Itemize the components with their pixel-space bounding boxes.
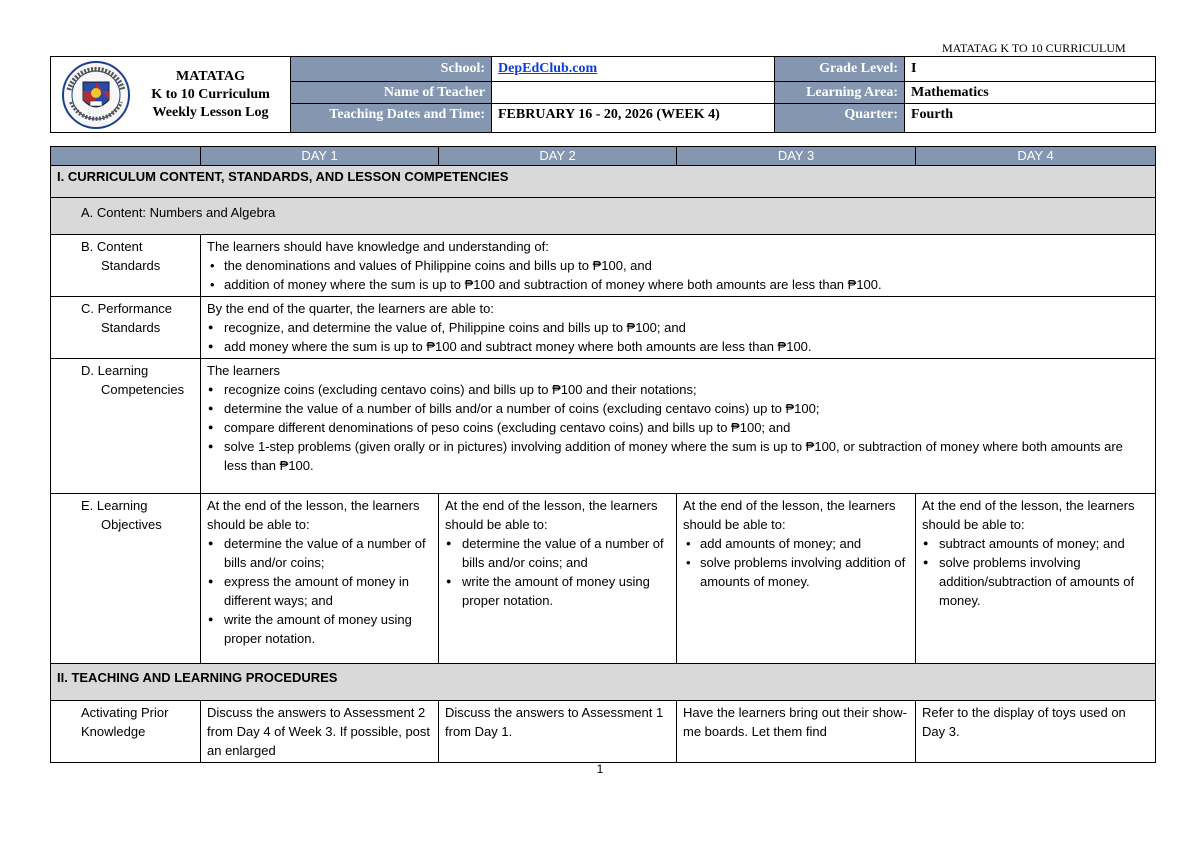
objectives-label-a: E. Learning: [81, 498, 148, 513]
performance-standards-label-a: C. Performance: [81, 301, 173, 316]
competency-item: ● recognize coins (excluding centavo coins) and bills up to ₱100 and their notations;: [207, 380, 1149, 399]
day-1-objectives-intro: At the end of the lesson, the learners should be able to:: [207, 498, 420, 532]
content-standards-row: [51, 235, 1156, 297]
day-4-objective: ● subtract amounts of money; and: [922, 534, 1149, 553]
content-standards-item: • the denominations and values of Philippine coins and bills up to ₱100, and: [207, 256, 1149, 275]
section-1-heading: I. CURRICULUM CONTENT, STANDARDS, AND LESSON COMPETENCIES: [51, 166, 1156, 198]
grade-level-label: Grade Level:: [775, 57, 905, 82]
day-2-objectives-intro: At the end of the lesson, the learners should be able to:: [445, 498, 658, 532]
day-3-objective: • solve problems involving addition of amounts of money.: [683, 553, 909, 591]
day-2-objective: ● write the amount of money using proper notation.: [445, 572, 670, 610]
performance-standards-item: ● add money where the sum is up to ₱100 and subtract money where both amounts are less than ₱100.: [207, 337, 1149, 356]
teacher-value: [492, 82, 775, 104]
day-4-objective: ● solve problems involving addition/subtraction of amounts of money.: [922, 553, 1149, 610]
day-4-activating: Refer to the display of toys used on Day 3.: [916, 701, 1156, 763]
day-1-header: DAY 1: [201, 147, 439, 166]
performance-standards-label-b: Standards: [101, 320, 161, 335]
logo-title-line-3: Weekly Lesson Log: [152, 104, 269, 120]
school-link[interactable]: DepEdClub.com: [492, 57, 775, 82]
day-1-activating: Discuss the answers to Assessment 2 from Day 4 of Week 3. If possible, post an enlarged: [201, 701, 439, 763]
lesson-log-table: [50, 146, 1156, 763]
day-header-row: [51, 147, 1156, 166]
competency-item: ● solve 1-step problems (given orally or in pictures) involving addition of money where the sum is up to ₱100, or subtraction of money where both amounts are less than ₱100.: [207, 437, 1149, 475]
day-2-activating: Discuss the answers to Assessment 1 from Day 1.: [439, 701, 677, 763]
curriculum-header-text: MATATAG K TO 10 CURRICULUM: [942, 41, 1126, 55]
content-row: A. Content: Numbers and Algebra: [51, 198, 1156, 235]
day-2-header: DAY 2: [439, 147, 677, 166]
competency-item: ● compare different denominations of peso coins (excluding centavo coins) and bills up to ₱100; and: [207, 418, 1149, 437]
performance-standards-row: [51, 297, 1156, 359]
day-header-blank: [51, 147, 201, 166]
school-label: School:: [291, 57, 492, 82]
logo-title-line-2: K to 10 Curriculum: [151, 86, 270, 102]
objectives-label-b: Objectives: [101, 517, 162, 532]
day-1-objective: ● determine the value of a number of bills and/or coins;: [207, 534, 432, 572]
content-standards-label-a: B. Content: [81, 239, 143, 254]
activating-label: Activating Prior Knowledge: [51, 701, 201, 763]
lesson-log-header: [50, 56, 1156, 133]
logo-title-line-1: MATATAG: [176, 68, 245, 84]
activating-prior-knowledge-row: [51, 701, 1156, 763]
quarter-value: Fourth: [905, 104, 1156, 133]
grade-level-value: I: [905, 57, 1156, 82]
day-4-header: DAY 4: [916, 147, 1156, 166]
dates-label: Teaching Dates and Time:: [291, 104, 492, 133]
day-3-objective: • add amounts of money; and: [683, 534, 909, 553]
section-2-heading: II. TEACHING AND LEARNING PROCEDURES: [51, 664, 1156, 701]
competencies-row: [51, 359, 1156, 494]
quarter-label: Quarter:: [775, 104, 905, 133]
day-3-activating: Have the learners bring out their show-me boards. Let them find: [677, 701, 916, 763]
content-standards-item: • addition of money where the sum is up to ₱100 and subtraction of money where both amounts are less than ₱100.: [207, 275, 1149, 294]
learning-area-label: Learning Area:: [775, 82, 905, 104]
teacher-label: Name of Teacher: [291, 82, 492, 104]
performance-standards-intro: By the end of the quarter, the learners are able to:: [207, 301, 494, 316]
learning-area-value: Mathematics: [905, 82, 1156, 104]
objectives-row: [51, 494, 1156, 664]
day-3-objectives-intro: At the end of the lesson, the learners should be able to:: [683, 498, 896, 532]
content-standards-intro: The learners should have knowledge and understanding of:: [207, 239, 549, 254]
day-1-objective: ● write the amount of money using proper notation.: [207, 610, 432, 648]
day-1-objective: ● express the amount of money in different ways; and: [207, 572, 432, 610]
logo-cell: [51, 57, 291, 133]
day-4-objectives-intro: At the end of the lesson, the learners should be able to:: [922, 498, 1135, 532]
dates-value: FEBRUARY 16 - 20, 2026 (WEEK 4): [492, 104, 775, 133]
deped-seal-icon: [61, 60, 131, 130]
competency-item: ● determine the value of a number of bills and/or a number of coins (excluding centavo coins) up to ₱100;: [207, 399, 1149, 418]
competencies-label-a: D. Learning: [81, 363, 149, 378]
performance-standards-item: ● recognize, and determine the value of, Philippine coins and bills up to ₱100; and: [207, 318, 1149, 337]
competencies-label-b: Competencies: [101, 382, 185, 397]
day-3-header: DAY 3: [677, 147, 916, 166]
day-2-objective: ● determine the value of a number of bills and/or coins; and: [445, 534, 670, 572]
page-number: 1: [596, 762, 604, 776]
competencies-intro: The learners: [207, 363, 280, 378]
content-standards-label-b: Standards: [101, 258, 161, 273]
